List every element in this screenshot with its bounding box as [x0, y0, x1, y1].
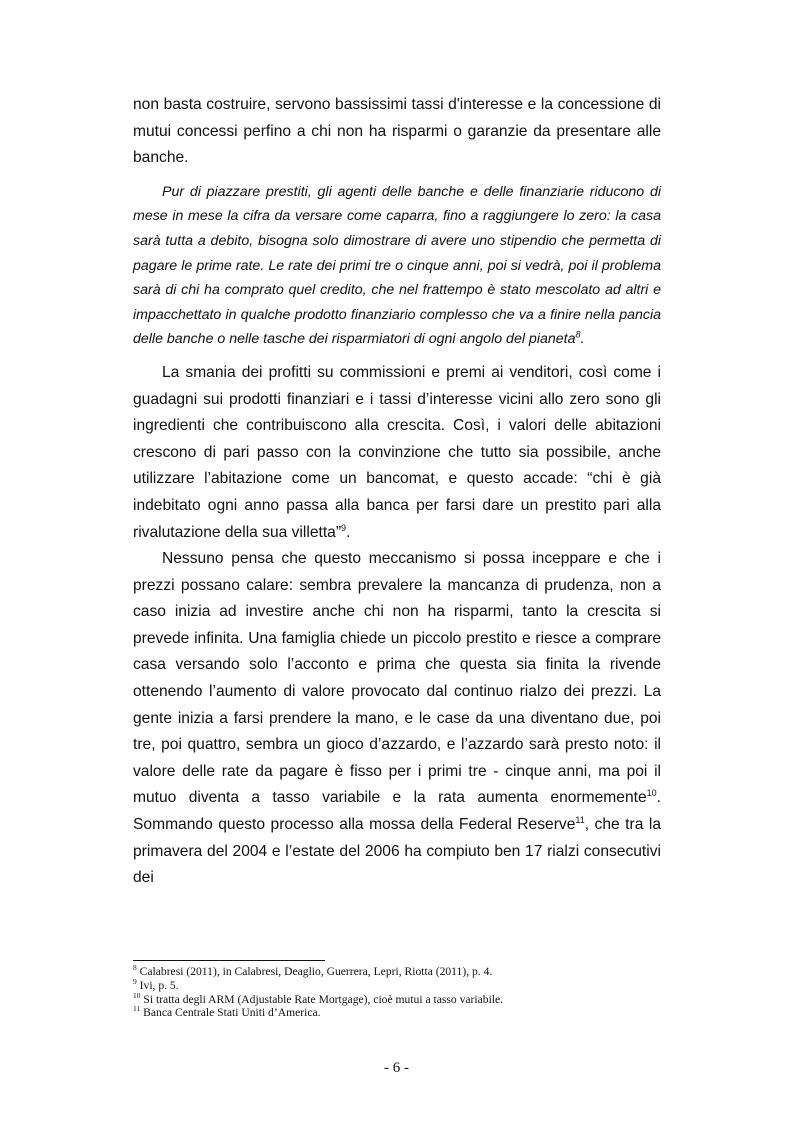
page-number: - 6 - [384, 1060, 409, 1076]
footnote-ref-9: 9 [341, 522, 347, 533]
footnote-8: $^8$ Calabresi (2011), in Calabresi, Deaglio, Guerrera, Lepri, Riotta (2011), p. 4. [133, 963, 493, 978]
footnote-9: $^9$ Ivi, p. 5. [133, 976, 179, 992]
footnote-ref-8: 8 [575, 329, 581, 340]
footnote-10: $^{10}$ Si tratta degli ARM (Adjustable Rate Mortgage), cioè mutui a tasso variabile. [133, 990, 504, 1006]
footnote-11: $^{11}$ Banca Centrale Stati Uniti d’America. [133, 1004, 321, 1020]
paragraph-3: Nessuno pensa che questo meccanismo si possa inceppare e che i prezzi possano calare: sembra prevalere la mancanza di prudenza, non a caso inizia ad investire anche chi non ha risparmi, tanto la crescita si prevede infinita. Una famiglia chiede un piccolo prestito e riesce a comprare casa versando solo l’acconto e prima che questa sia finita la rivende ottenendo l’aumento di valore provocato dal continuo rialzo dei prezzi. La gente inizia a farsi prendere la mano, e le case da una diventano due, poi tre, poi quattro, sembra un gioco d’azzardo, e l’azzardo sarà presto noto: il valore delle rate da pagare è fisso per i primi tre - cinque anni, ma poi il mutuo diventa a tasso variabile e la rata aumenta enormemente$^{10}$. Sommando questo processo alla mossa della Federal Reserve$^{11}$, che tra la primavera del 2004 e l’estate del 2006 ha compiuto ben 17 rialzi consecutivi dei [133, 550, 662, 887]
block-quote: Pur di piazzare prestiti, gli agenti delle banche e delle finanziarie riducono di mese in mese la cifra da versare come caparra, fino a raggiungere lo zero: la casa sarà tutta a debito, bisogna solo dimostrare di avere uno stipendio che permetta di pagare le prime rate. Le rate dei primi tre o cinque anni, poi si vedrà, poi il problema sarà di chi ha comprato quel credito, che nel frattempo è stato mescolato ad altri e impacchettato in qualche prodotto finanziario complesso che va a finire nella pancia delle banche o nelle tasche dei risparmiatori di ogni angolo del pianeta$^8$. [133, 183, 661, 348]
paragraph-1: non basta costruire, servono bassissimi tassi d'interesse e la concessione di mutui concessi perfino a chi non ha risparmi o garanzie da presentare alle banche. [133, 96, 661, 167]
paragraph-2: La smania dei profitti su commissioni e premi ai venditori, così come i guadagni sui prodotti finanziari e i tassi d’interesse vicini allo zero sono gli ingredienti che contribuiscono alla crescita. Così, i valori delle abitazioni crescono di pari passo con la convinzione che tutto sia possibile, anche utilizzare l’abitazione come un bancomat, e questo accade: “chi è già indebitato ogni anno passa alla banca per farsi dare un prestito pari alla rivalutazione della sua villetta”$^9$. [133, 363, 661, 541]
footnote-divider [133, 960, 325, 961]
footnote-ref-11: 11 [575, 814, 585, 825]
body-text [133, 92, 661, 892]
footnote-ref-10: 10 [646, 788, 657, 799]
footnotes [133, 965, 661, 1020]
